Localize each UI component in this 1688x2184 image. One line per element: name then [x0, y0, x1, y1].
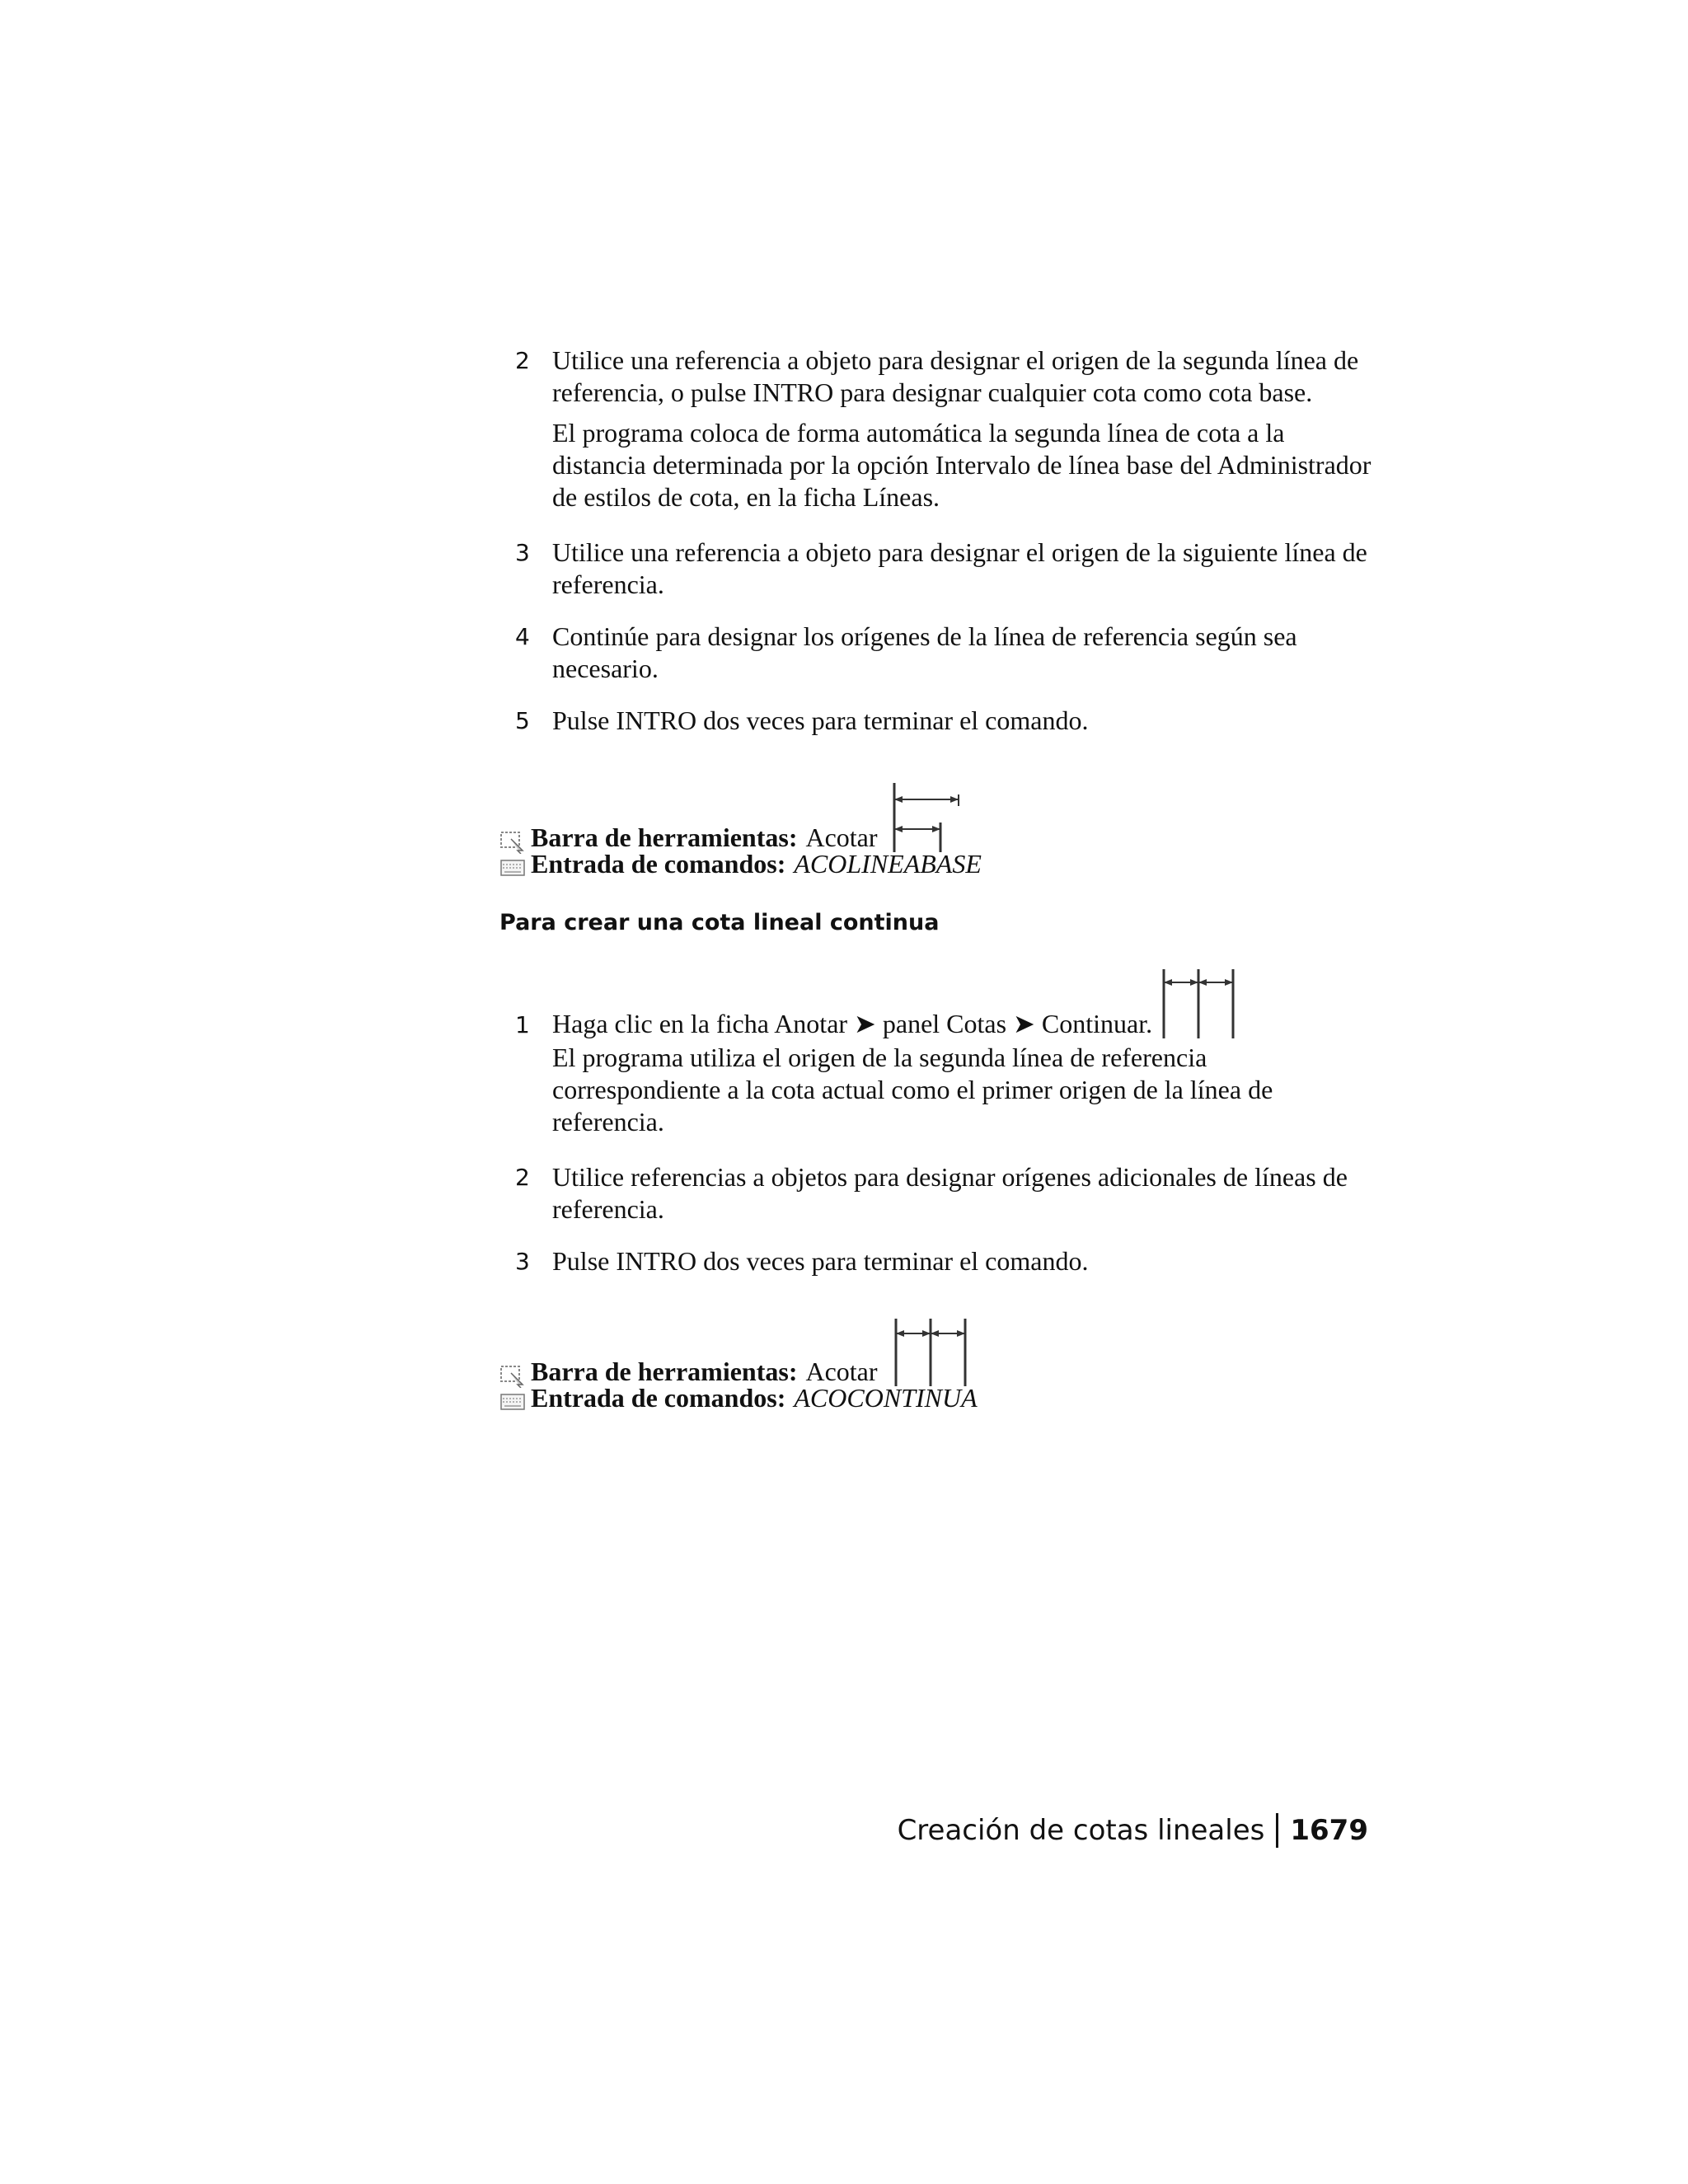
step-text: Utilice una referencia a objeto para designar el origen de la siguiente línea de referencia. [552, 537, 1367, 599]
toolbar-value: Acotar [805, 823, 878, 852]
step-4 [499, 621, 1373, 693]
step-text: Utilice una referencia a objeto para designar el origen de la segunda línea de referencia, o pulse INTRO para designar cualquier cota como cota base. [552, 345, 1359, 407]
continue-dimension-icon[interactable] [891, 1317, 970, 1388]
command-label: Entrada de comandos: [531, 1383, 786, 1413]
toolbar-label: Barra de herramientas: [531, 823, 798, 852]
command-value: ACOCONTINUA [794, 1383, 978, 1413]
keyboard-icon [499, 855, 526, 880]
footer-separator [1276, 1813, 1278, 1848]
footer-title: Creación de cotas lineales [897, 1814, 1265, 1847]
command-value: ACOLINEABASE [794, 849, 982, 879]
step-number: 2 [515, 1164, 530, 1191]
toolbar-label: Barra de herramientas: [531, 1357, 798, 1386]
step-note: El programa coloca de forma automática la segunda línea de cota a la distancia determinada por la opción Intervalo de línea base del Administrador de estilos de cota, en la ficha Líneas. [552, 418, 1372, 512]
baseline-dimension-icon[interactable] [891, 781, 965, 854]
toolbar-line [499, 1317, 1373, 1388]
step-5 [499, 705, 1373, 745]
toolbar-value: Acotar [805, 1357, 878, 1386]
step-number: 4 [515, 623, 530, 650]
step-text: Haga clic en la ficha Anotar ➤ panel Cotas ➤ Continuar. [552, 1009, 1153, 1038]
command-line [499, 1381, 1373, 1414]
toolbar-icon [499, 829, 526, 854]
step-text-line [552, 966, 1373, 1040]
command-line [499, 847, 1373, 880]
continue-dimension-icon[interactable] [1159, 966, 1238, 1040]
step-text: Pulse INTRO dos veces para terminar el comando. [552, 705, 1089, 735]
step-1-continue [499, 966, 1373, 1146]
step-text: Pulse INTRO dos veces para terminar el comando. [552, 1246, 1089, 1276]
step-number: 2 [515, 347, 530, 374]
tool-info-continue [499, 1317, 1373, 1414]
step-3 [499, 537, 1373, 609]
command-label: Entrada de comandos: [531, 849, 786, 879]
toolbar-line [499, 781, 1373, 854]
step-text: Utilice referencias a objetos para designar orígenes adicionales de líneas de referencia. [552, 1162, 1348, 1224]
step-2 [499, 344, 1373, 522]
keyboard-icon [499, 1390, 526, 1414]
step-2-continue [499, 1161, 1373, 1234]
page-footer [898, 1813, 1368, 1848]
step-note: El programa utiliza el origen de la segunda línea de referencia correspondiente a la cota actual como el primer origen de la línea de referencia. [552, 1043, 1273, 1137]
step-text: Continúe para designar los orígenes de la línea de referencia según sea necesario. [552, 621, 1297, 683]
tool-info-baseline [499, 781, 1373, 880]
step-3-continue [499, 1245, 1373, 1286]
step-number: 3 [515, 1248, 530, 1275]
page-number: 1679 [1290, 1814, 1368, 1847]
step-number: 5 [515, 707, 530, 734]
section-heading: Para crear una cota lineal continua [499, 910, 940, 935]
step-number: 1 [515, 1011, 530, 1038]
step-number: 3 [515, 539, 530, 566]
toolbar-icon [499, 1363, 526, 1388]
page-content [499, 344, 1373, 1414]
